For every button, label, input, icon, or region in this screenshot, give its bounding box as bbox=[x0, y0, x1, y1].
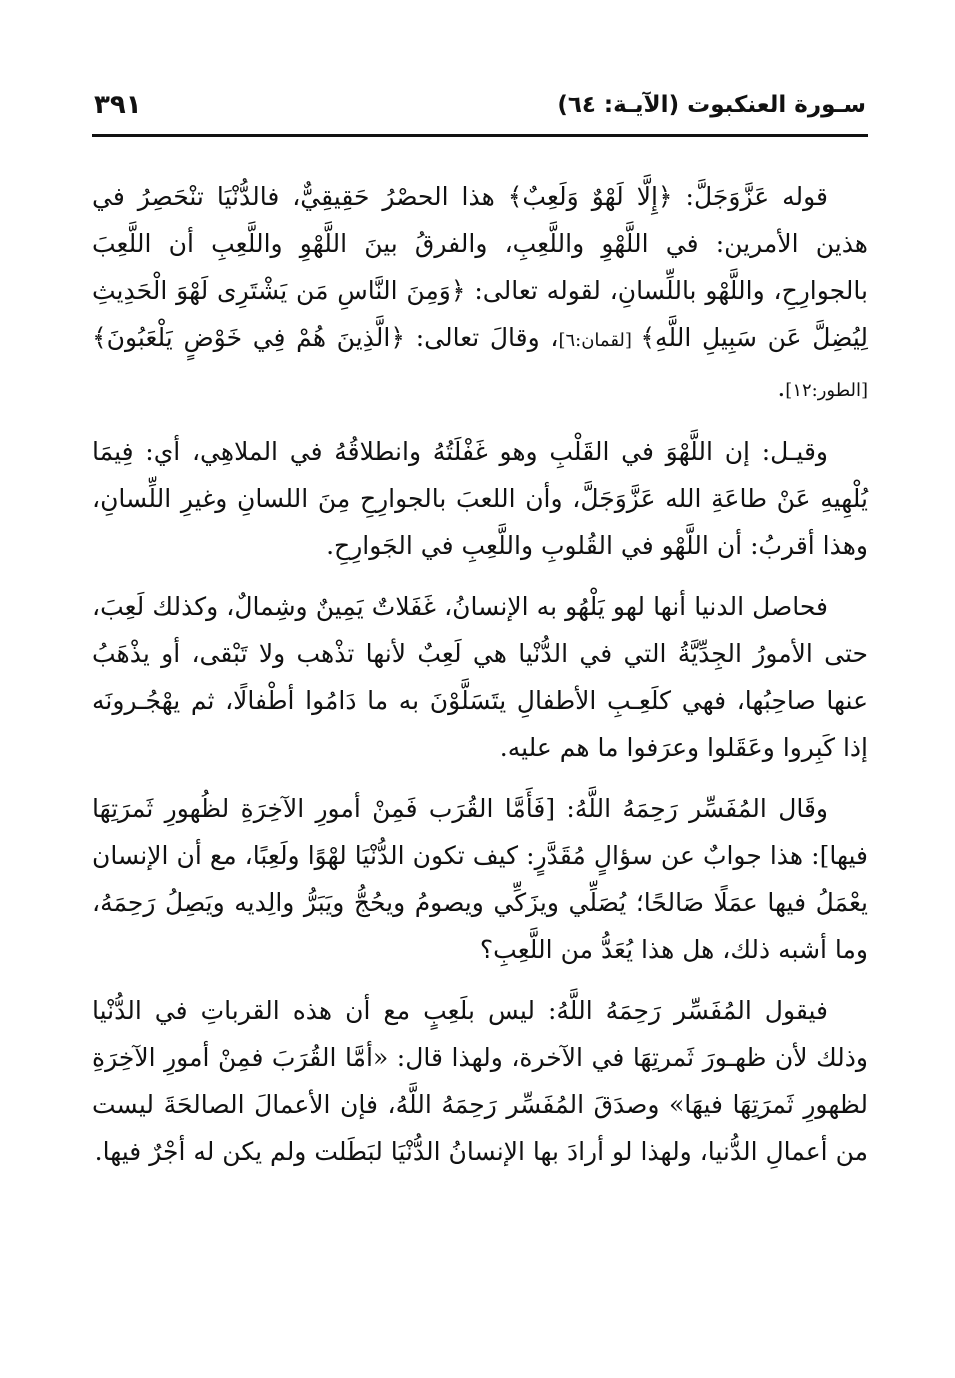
quran-verse: ﴿وَمِنَ النَّاسِ مَن يَشْتَرِى لَهْوَ الْحَدِيثِ لِيُضِلَّ عَن سَبِيلِ اللَّهِ﴾ bbox=[92, 276, 869, 352]
page-number: ٣٩١ bbox=[94, 90, 142, 120]
paragraph-1 bbox=[92, 173, 868, 414]
quran-verse: ﴿الَّذِينَ هُمْ فِي خَوْضٍ يَلْعَبُونَ﴾ bbox=[92, 323, 406, 352]
verse-reference: [الطور:١٢] bbox=[785, 380, 868, 401]
paragraph-4 bbox=[92, 785, 868, 973]
book-page bbox=[92, 80, 868, 1300]
text-segment: . bbox=[777, 373, 786, 402]
text-segment: فيقول المُفَسِّر رَحِمَهُ اللَّهُ: ليس بلَعِبٍ مع أن هذه القرباتِ في الدُّنْيا وذلك لأن ظهـورَ ثَمرتِهَا في الآخرة، ولهذا قال: «أمَّا القُرَبَ فمِنْ أمورِ الآخِرَةِ لظهورِ ثَمرَتِهَا فيهَا» وصدَقَ المُفَسِّر رَحِمَهُ اللَّهُ، فإن الأعمالَ الصالحَةَ ليست من أعمالِ الدُّنيا، ولهذا لو أرادَ بها الإنسانُ الدُّنْيَا لبَطَلت ولم يكن له أجْرٌ فيها. bbox=[92, 996, 868, 1166]
running-title: سـورة العنكبوت (الآيـة: ٦٤) bbox=[557, 92, 866, 118]
verse-reference: [لقمان:٦] bbox=[558, 330, 641, 351]
paragraph-5 bbox=[92, 987, 868, 1175]
text-segment: قوله عَزَّوَجَلَّ: bbox=[672, 182, 828, 211]
text-segment: هذا الحصْرُ حَقِيقِيٌّ، فالدُّنْيَا تنْحَصِرُ في هذين الأمرين: في اللَّهْوِ واللَّعِبِ، والفرقُ بينَ اللَّهْوِ واللَّعِبِ أن اللَّعِبَ بالجوارِحِ، واللَّهْو باللِّسانِ، لقوله تعالى: bbox=[92, 182, 868, 305]
paragraph-3 bbox=[92, 583, 868, 771]
text-segment: ، وقالَ تعالى: bbox=[405, 323, 559, 352]
quran-verse: ﴿إِلَّا لَهْوٌ وَلَعِبٌ﴾ bbox=[507, 182, 673, 211]
body-text bbox=[92, 173, 868, 1189]
page-header bbox=[92, 90, 868, 124]
text-segment: فحاصل الدنيا أنها لهو يَلْهُو به الإنسانُ، غَفَلاتٌ يَمِينٌ وشِمالٌ، وكذلك لَعِبَ، حتى الأمورُ الجِدِّيَّةُ التي في الدُّنْيا هي لَعِبٌ لأنها تذْهب ولا تَبْقى، أو يذْهَبُ عنها صاحِبُها، فهي كلَعِـبِ الأطفالِ يتَسَلَّوْنَ به ما دَامُوا أطْفالًا، ثم يهْجُـرونَه إذا كَبِروا وعَقَلوا وعرَفوا ما هم عليه. bbox=[92, 592, 868, 762]
header-rule bbox=[92, 134, 868, 137]
paragraph-2 bbox=[92, 428, 868, 569]
text-segment: وقيـل: إن اللَّهْوَ في القَلْبِ وهو غَفْلَتُهُ وانطلاقُهُ في الملاهِي، أي: فِيمَا يُلْهِيهِ عَنْ طاعَةِ الله عَزَّوَجَلَّ، وأن اللعبَ بالجوارِحِ مِنَ اللسانِ وغيرِ اللِّسانِ، وهذا أقربُ: أن اللَّهْو في القُلوبِ واللَّعِبِ في الجَوارِحِ. bbox=[92, 437, 868, 560]
text-segment: وقَال المُفَسِّر رَحِمَهُ اللَّهُ: [فَأَمَّا القُرَب فَمِنْ أمورِ الآخِرَةِ لظُهورِ ثَمرَتِهَا فيها]: هذا جوابٌ عن سؤالٍ مُقَدَّرٍ: كيف تكون الدُّنْيَا لهْوًا ولَعِبًا، مع أن الإنسان يعْمَلُ فيها عمَلًا صَالحًا؛ يُصَلِّي ويزَكِّي ويصومُ ويحُجُّ ويَبَرُّ والِديه ويَصِلُ رَحِمَهُ، وما أشبه ذلك، هل هذا يُعَدُّ من اللَّعِبِ؟ bbox=[92, 794, 868, 964]
